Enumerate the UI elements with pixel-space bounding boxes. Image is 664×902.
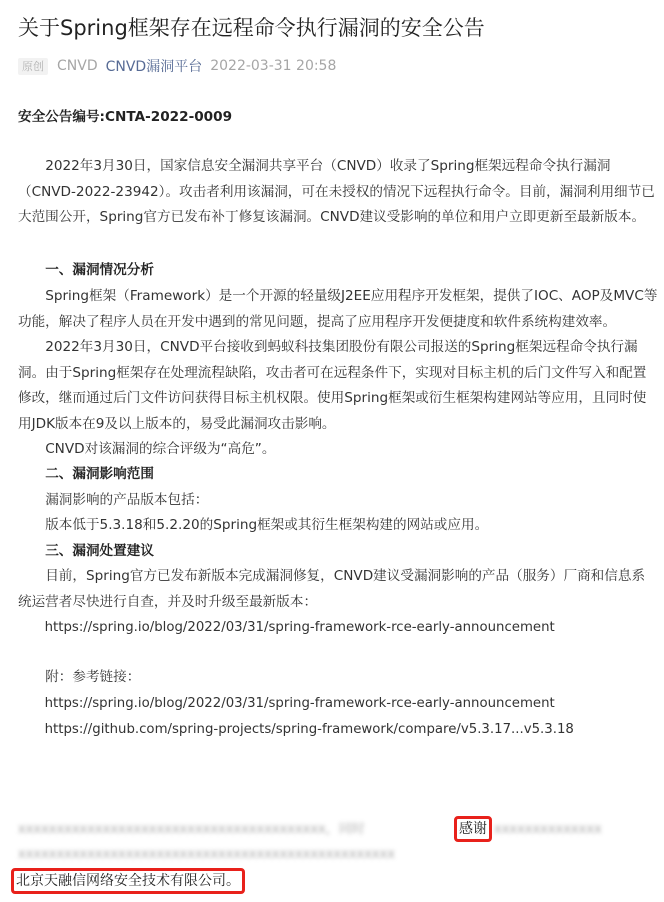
thanks-blurred-line-1: xxxxxxxxxxxxxxxxxxxxxxxxxxxxxxxxxxxxxxxx，同时	[18, 822, 365, 837]
thanks-blurred-line-1-tail: xxxxxxxxxxxxxx	[494, 822, 602, 837]
section3-paragraph1: 目前，Spring官方已发布新版本完成漏洞修复，CNVD建议受漏洞影响的产品（服务）厂商和信息系统运营者尽快进行自查，并及时升级至最新版本：	[18, 568, 646, 610]
section2-heading: 二、漏洞影响范围	[45, 466, 154, 482]
intro-paragraph: 2022年3月30日，国家信息安全漏洞共享平台（CNVD）收录了Spring框架远程命令执行漏洞（CNVD-2022-23942）。攻击者利用该漏洞，可在未授权的情况下远程执行命令。目前，漏洞利用细节已大范围公开，Spring官方已发布补丁修复该漏洞。CNVD建议受影响的单位和用户立即更新至最新版本。	[18, 158, 655, 226]
account-link[interactable]: CNVD漏洞平台	[105, 59, 203, 75]
section1-paragraph2: 2022年3月30日，CNVD平台接收到蚂蚁科技集团股份有限公司报送的Spring框架远程命令执行漏洞。由于Spring框架存在处理流程缺陷，攻击者可在远程条件下，实现对目标主机的后门文件写入和配置修改，继而通过后门文件访问获得目标主机权限。使用Spring框架或衍生框架构建网站等应用，且同时使用JDK版本在9及以上版本的，易受此漏洞攻击影响。	[18, 339, 647, 432]
section3-url[interactable]: https://spring.io/blog/2022/03/31/spring-framework-rce-early-announcement	[44, 620, 555, 635]
section1-paragraph3: CNVD对该漏洞的综合评级为“高危”。	[45, 441, 276, 457]
section3-heading: 三、漏洞处置建议	[45, 543, 154, 559]
section2-paragraph2: 版本低于5.3.18和5.2.20的Spring框架或其衍生框架构建的网站或应用。	[45, 517, 489, 533]
section1-paragraph1: Spring框架（Framework）是一个开源的轻量级J2EE应用程序开发框架，提供了IOC、AOP及MVC等功能，解决了程序人员在开发中遇到的常见问题，提高了应用程序开发便捷度和软件系统构建效率。	[18, 288, 658, 330]
section2-paragraph1: 漏洞影响的产品版本包括：	[45, 492, 209, 508]
references-label: 附：参考链接：	[45, 669, 141, 685]
reference-url-1[interactable]: https://spring.io/blog/2022/03/31/spring-framework-rce-early-announcement	[44, 696, 555, 711]
article-title: 关于Spring框架存在远程命令执行漏洞的安全公告	[18, 16, 485, 40]
author-name: CNVD	[57, 58, 98, 74]
article-meta	[18, 55, 336, 77]
publish-datetime: 2022-03-31 20:58	[210, 58, 337, 74]
highlight-thanks-word: 感谢	[454, 816, 492, 842]
highlight-company-name: 北京天融信网络安全技术有限公司。	[11, 868, 245, 894]
thanks-blurred-line-2: xxxxxxxxxxxxxxxxxxxxxxxxxxxxxxxxxxxxxxxxxxxxxxxxx	[18, 847, 395, 862]
section1-heading: 一、漏洞情况分析	[45, 262, 154, 278]
original-badge: 原创	[18, 58, 48, 75]
reference-url-2[interactable]: https://github.com/spring-projects/spring-framework/compare/v5.3.17...v5.3.18	[44, 722, 574, 737]
notice-id: 安全公告编号:CNTA-2022-0009	[18, 109, 233, 125]
